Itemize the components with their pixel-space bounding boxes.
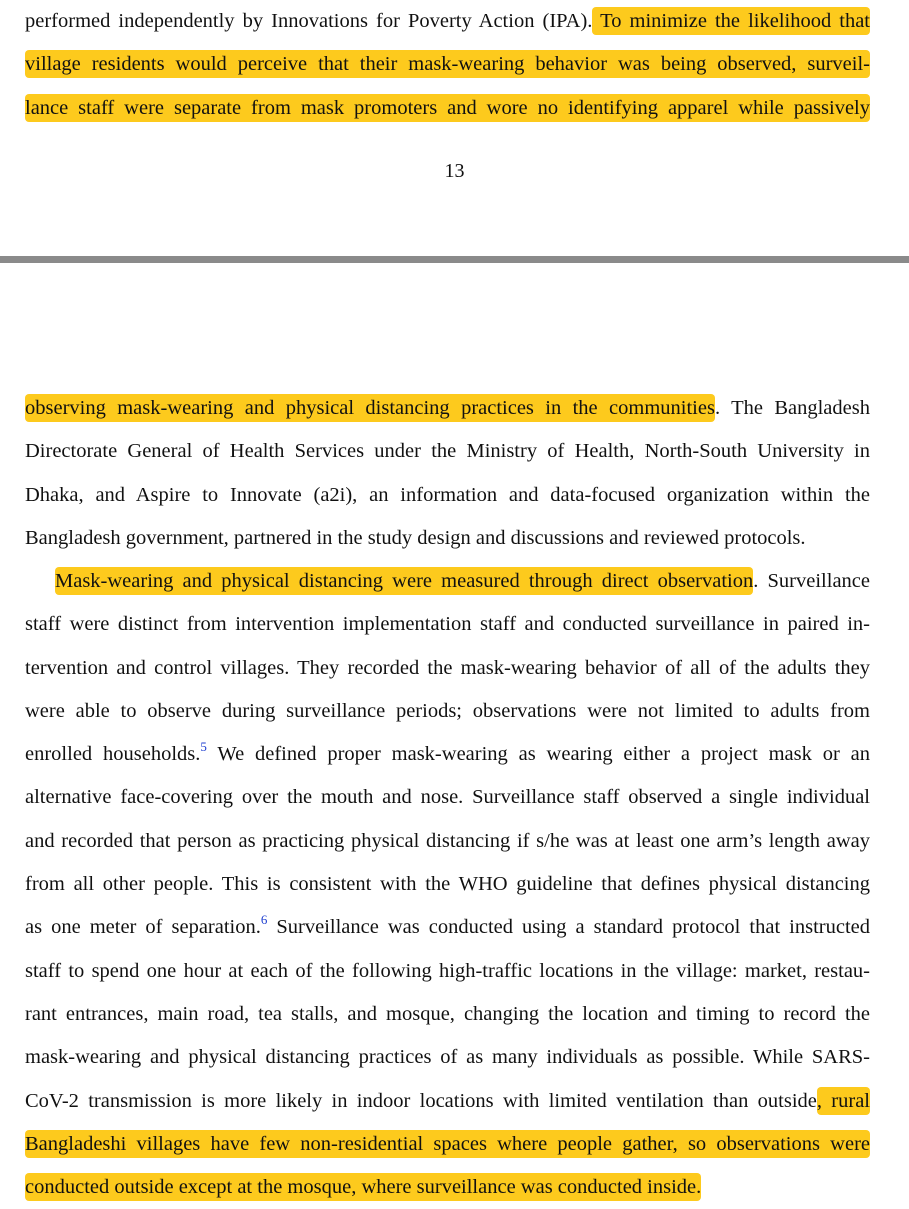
text-line: alternative face-covering over the mouth and nose. Surveillance staff observed a single individual: [25, 786, 870, 809]
highlight: lance staff were separate from mask promoters and wore no identifying apparel while passively: [25, 94, 870, 122]
text-line: Directorate General of Health Services under the Ministry of Health, North-South University in: [25, 440, 870, 463]
highlight: conducted outside except at the mosque, where surveillance was conducted inside.: [25, 1173, 701, 1201]
text-line: CoV-2 transmission is more likely in indoor locations with limited ventilation than outside, rural: [25, 1080, 870, 1123]
page-divider: [0, 256, 909, 263]
highlight: village residents would perceive that their mask-wearing behavior was being observed, surveil-: [25, 50, 870, 78]
text-line: and recorded that person as practicing physical distancing if s/he was at least one arm’s length away: [25, 829, 870, 852]
highlight: , rural: [817, 1087, 870, 1115]
text-line: from all other people. This is consistent with the WHO guideline that defines physical distancing: [25, 873, 870, 896]
text-line: rant entrances, main road, tea stalls, and mosque, changing the location and timing to record the: [25, 1002, 870, 1025]
text-line: [25, 43, 870, 86]
text-line: staff to spend one hour at each of the following high-traffic locations in the village: market, restau-: [25, 959, 870, 982]
text-line: staff were distinct from intervention implementation staff and conducted surveillance in paired in-: [25, 613, 870, 636]
text-line: enrolled households.$^5$ We defined proper mask-wearing as wearing either a project mask or an: [25, 739, 870, 766]
text-line: Bangladesh government, partnered in the study design and discussions and reviewed protocols.: [25, 526, 806, 549]
highlight: To minimize the likelihood that: [592, 7, 870, 35]
text-line: as one meter of separation.$^6$ Surveillance was conducted using a standard protocol that instructed: [25, 912, 870, 939]
text-line: mask-wearing and physical distancing practices of as many individuals as possible. While SARS-: [25, 1046, 870, 1069]
previous-page: [0, 0, 909, 258]
highlight: Mask-wearing and physical distancing were measured through direct observation: [55, 567, 753, 595]
text-line: [25, 1123, 870, 1166]
text-line: performed independently by Innovations for Poverty Action (IPA). To minimize the likelihood that: [25, 0, 870, 43]
page-number: 13: [444, 160, 465, 182]
highlight: observing mask-wearing and physical distancing practices in the communities: [25, 394, 715, 422]
text-line: [25, 1166, 870, 1209]
text-line: Mask-wearing and physical distancing were measured through direct observation. Surveillance: [25, 560, 870, 603]
footnote-link[interactable]: 5: [200, 739, 207, 755]
text-line: Dhaka, and Aspire to Innovate (a2i), an information and data-focused organization within the: [25, 483, 870, 506]
text-line: [25, 87, 870, 130]
current-page: [0, 263, 909, 1200]
paragraph-2: [25, 560, 870, 1209]
highlight: Bangladeshi villages have few non-residential spaces where people gather, so observations were: [25, 1130, 870, 1158]
footnote-link[interactable]: 6: [260, 912, 268, 928]
text-line: observing mask-wearing and physical distancing practices in the communities. The Bangladesh: [25, 387, 870, 430]
text-line: were able to observe during surveillance periods; observations were not limited to adults from: [25, 699, 870, 722]
paragraph-1: [25, 387, 870, 560]
text-line: tervention and control villages. They recorded the mask-wearing behavior of all of the adults they: [25, 656, 870, 679]
top-text-block: [25, 0, 870, 130]
